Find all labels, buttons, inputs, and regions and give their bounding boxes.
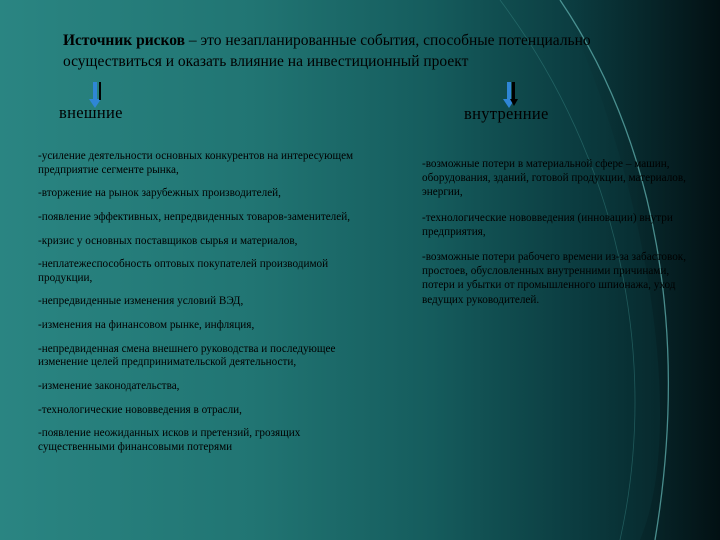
internal-risks-list — [422, 157, 690, 318]
list-item: -появление неожиданных исков и претензий, грозящих существенными финансовыми потерями — [38, 427, 301, 453]
list-item: -непредвиденная смена внешнего руководства и последующее изменение целей предпринимательской деятельности, — [38, 342, 336, 369]
external-risks-list — [38, 150, 373, 465]
list-item: -технологические нововведения в отрасли, — [38, 403, 242, 416]
list-item: -технологические нововведения (инновации) внутри предприятия, — [422, 211, 673, 238]
list-item: -вторжение на рынок зарубежных производителей, — [38, 187, 281, 200]
list-item: -изменения на финансовом рынке, инфляция, — [38, 319, 255, 332]
list-item: -возможные потери в материальной сфере – машин, оборудования, зданий, готовой продукции, материалов, энергии, — [422, 158, 686, 199]
down-arrow-icon — [97, 82, 103, 102]
list-item: -появление эффективных, непредвиденных товаров-заменителей, — [38, 210, 351, 223]
list-item: -усиление деятельности основных конкурентов на интересующем предприятие сегменте рынка, — [38, 150, 354, 176]
list-item: -неплатежеспособность оптовых покупателей производимой продукции, — [38, 258, 329, 284]
list-item: -изменение законодательства, — [38, 380, 180, 392]
internal-heading: внутренние — [464, 104, 549, 123]
external-heading: внешние — [59, 103, 123, 122]
title-bold: Источник рисков — [63, 32, 185, 49]
list-item: -кризис у основных поставщиков сырья и материалов, — [38, 234, 298, 247]
list-item: -непредвиденные изменения условий ВЭД, — [38, 295, 244, 308]
title-rest: – это незапланированные события, способные потенциально осуществиться и оказать влияние на инвестиционный проект — [63, 32, 591, 70]
slide-title — [63, 30, 693, 72]
list-item: -возможные потери рабочего времени из-за забастовок, простоев, обусловленных внутренними причинами, потери и убытки от промышленного шпионажа, уход ведущих руководителей. — [422, 251, 687, 306]
